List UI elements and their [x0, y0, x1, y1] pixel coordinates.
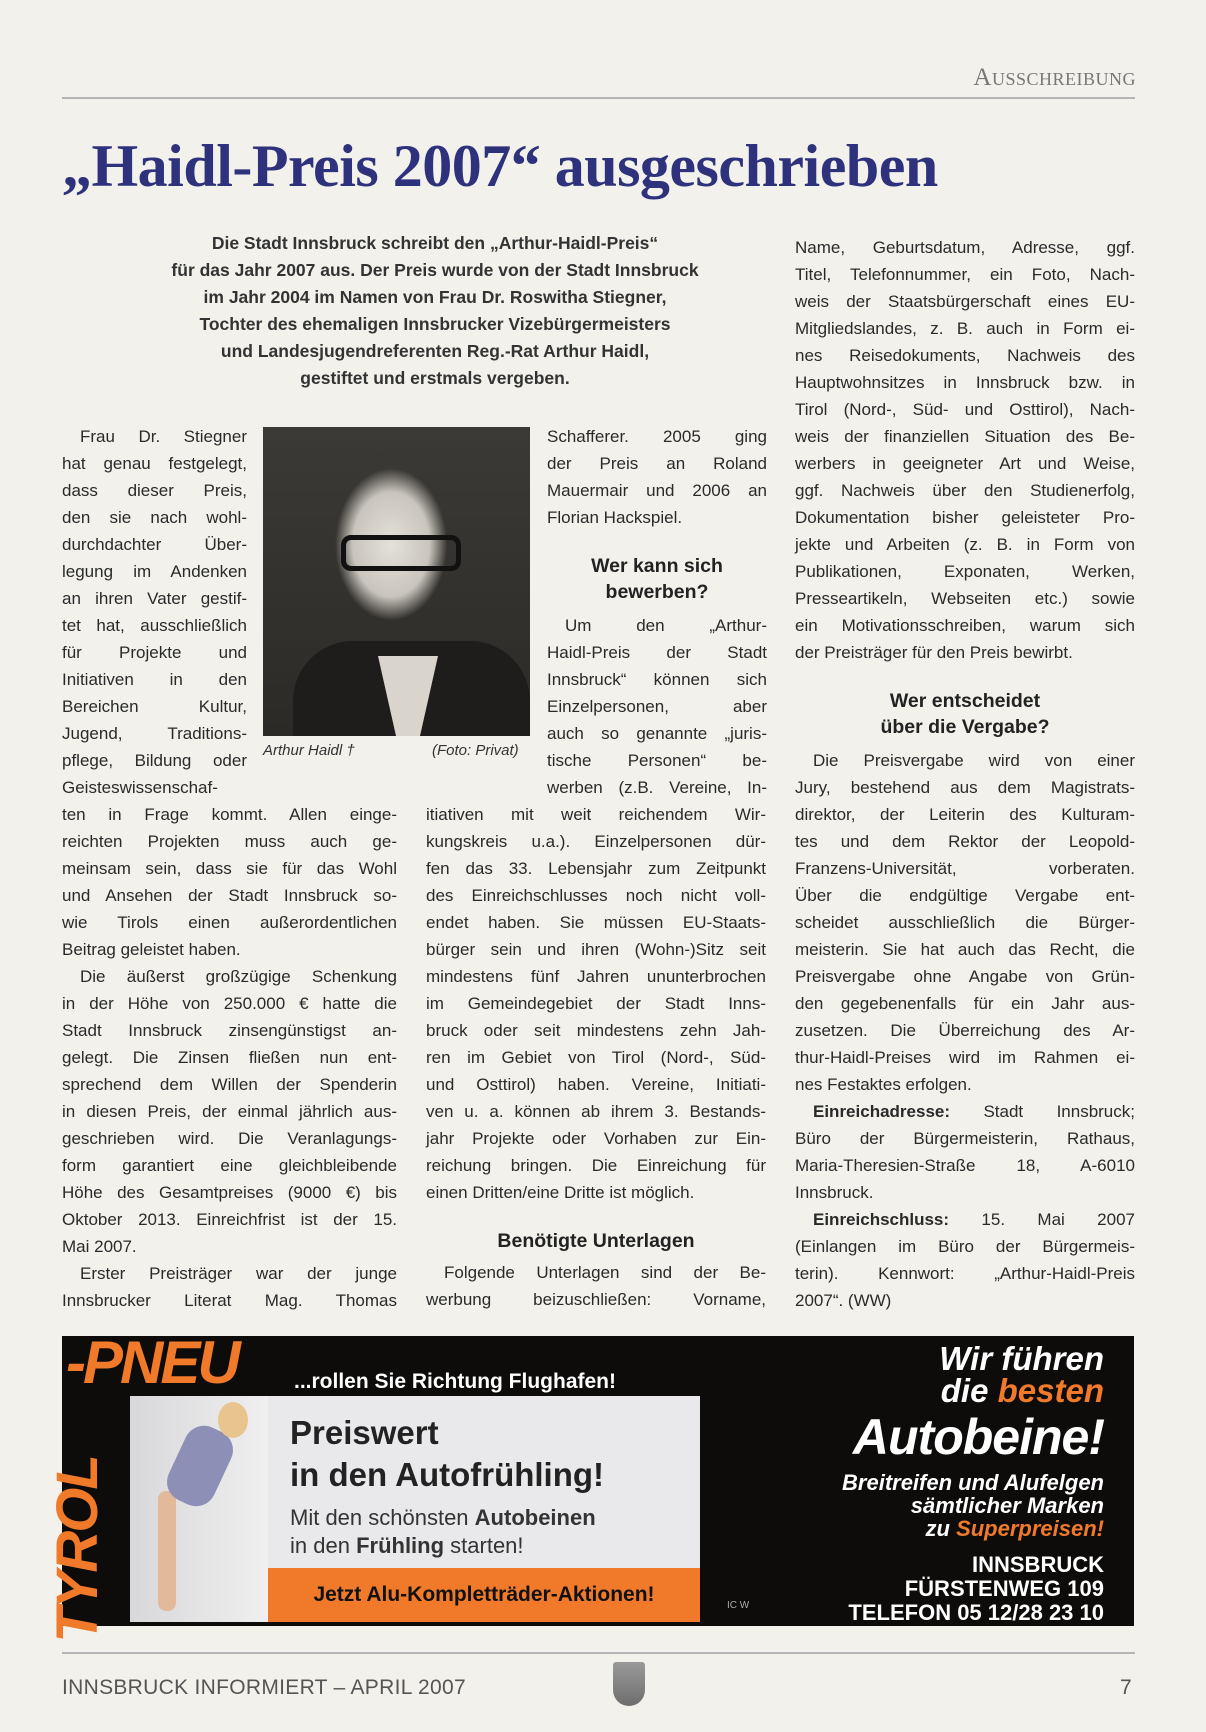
body-line: Innsbrucker Literat Mag. Thomas [62, 1291, 397, 1310]
lead-line: im Jahr 2004 im Namen von Frau Dr. Roswitha Stiegner, [203, 287, 667, 307]
body-line: Name, Geburtsdatum, Adresse, ggf. [795, 238, 1135, 257]
photo-caption-name: Arthur Haidl † [263, 742, 355, 759]
body-line [813, 1098, 1135, 1125]
body-line: hat genau festgelegt, [62, 454, 247, 473]
body-line: Mitgliedslandes, z. B. auch in Form ei- [795, 319, 1135, 338]
body-line [813, 1206, 1135, 1233]
ad-headline [290, 1412, 604, 1496]
subheading-unterlagen: Benötigte Unterlagen [497, 1230, 695, 1252]
advertisement-tyrol-pneu[interactable] [44, 1329, 1134, 1643]
body-line: nes Reisedokuments, Nachweis des [795, 346, 1135, 365]
body-line: und Ansehen der Stadt Innsbruck so- [62, 886, 397, 905]
body-line: Maria-Theresien-Straße 18, A-6010 [795, 1156, 1135, 1175]
body-line: legung im Andenken [62, 562, 247, 581]
ad-sub-text: Mit den schönsten [290, 1505, 475, 1530]
body-line: (Einlangen im Büro der Bürgermeis- [795, 1237, 1135, 1256]
label-value: 15. Mai 2007 [949, 1210, 1135, 1229]
body-line: Oktober 2013. Einreichfrist ist der 15. [62, 1210, 397, 1229]
body-line: Um den „Arthur- [565, 616, 767, 635]
body-line: kungskreis u.a.). Einzelpersonen dür- [426, 832, 766, 851]
subheading-line: bewerben? [605, 581, 709, 603]
lead-paragraph [100, 230, 770, 392]
subheading-line: über die Vergabe? [880, 716, 1050, 738]
subheading-line: Wer entscheidet [889, 690, 1041, 712]
body-line: thur-Haidl-Preises wird im Rahmen ei- [795, 1048, 1135, 1067]
ad-text-accent: besten [997, 1372, 1104, 1409]
label-bold: Einreichschluss: [813, 1210, 950, 1229]
body-line: weis der Staatsbürgerschaft eines EU- [795, 292, 1135, 311]
body-line: dass dieser Preis, [62, 481, 247, 500]
body-line: endet haben. Sie müssen EU-Staats- [426, 913, 766, 932]
ad-agency-mark: IC W [727, 1600, 750, 1611]
body-line: Titel, Telefonnummer, ein Foto, Nach- [795, 265, 1135, 284]
body-line: Erster Preisträger war der junge [80, 1264, 397, 1283]
label-bold: Einreichadresse: [813, 1102, 951, 1121]
body-line: form garantiert eine gleichbleibende [62, 1156, 397, 1175]
ad-right-line [941, 1372, 1104, 1410]
body-line: werbung beizuschließen: Vorname, [426, 1290, 766, 1309]
body-line: zusetzen. Die Überreichung des Ar- [795, 1021, 1135, 1040]
body-line: Stadt Innsbruck zinsengünstigst an- [62, 1021, 397, 1040]
body-line: terin). Kennwort: „Arthur-Haidl-Preis [795, 1264, 1135, 1283]
body-line: Mai 2007. [62, 1237, 137, 1256]
body-line: Initiativen in den [62, 670, 247, 689]
body-line: nes Festaktes erfolgen. [795, 1075, 972, 1094]
ad-panel [130, 1396, 700, 1622]
label-value: Stadt Innsbruck; [950, 1102, 1135, 1121]
body-line: gelegt. Die Zinsen fließen nun ent- [62, 1048, 397, 1067]
body-line: in diesen Preis, der einmal jährlich aus- [62, 1102, 397, 1121]
body-line: für Projekte und [62, 643, 247, 662]
body-line: Die Preisvergabe wird von einer [813, 751, 1135, 770]
lead-line: Die Stadt Innsbruck schreibt den „Arthur-Haidl-Preis“ [211, 233, 659, 253]
ad-headline-line: Preiswert [290, 1414, 439, 1451]
body-line: weis der finanziellen Situation des Be- [795, 427, 1135, 446]
body-line: 2007“. (WW) [795, 1291, 892, 1310]
body-line: Beitrag geleistet haben. [62, 940, 241, 959]
body-line: bruck oder seit mindestens zehn Jah- [426, 1021, 766, 1040]
body-line: jekte und Arbeiten (z. B. in Form von [795, 535, 1135, 554]
body-line: tische Personen“ be- [547, 751, 767, 770]
body-line: wie Tirols einen außerordentlichen [62, 913, 397, 932]
body-line: ven u. a. können ab ihrem 3. Bestands- [426, 1102, 766, 1121]
body-line: der Preisträger für den Preis bewirbt. [795, 643, 1073, 662]
body-line: mindestens fünf Jahren ununterbrochen [426, 967, 766, 986]
body-line: Geisteswissenschaf- [62, 778, 218, 797]
ad-subline [290, 1504, 596, 1560]
ad-right-line: sämtlicher Marken [910, 1493, 1104, 1518]
body-line: den gegebenenfalls für ein Jahr aus- [795, 994, 1135, 1013]
body-line: sprechend dem Willen der Spenderin [62, 1075, 397, 1094]
portrait-photo-arthur-haidl [263, 427, 530, 736]
body-line: Franzens-Universität, vorberaten. [795, 859, 1135, 878]
ad-sub-text: in den [290, 1533, 357, 1558]
body-line: Haidl-Preis der Stadt [547, 643, 767, 662]
body-line: an ihren Vater gestif- [62, 589, 247, 608]
lead-line: Tochter des ehemaligen Innsbrucker Vizebürgermeisters [199, 314, 671, 334]
body-line: in der Höhe von 250.000 € hatte die [62, 994, 397, 1013]
lead-line: gestiftet und erstmals vergeben. [300, 368, 570, 388]
body-line: ggf. Nachweis über den Studienerfolg, [795, 481, 1135, 500]
body-line: werben (z.B. Vereine, In- [547, 778, 767, 797]
body-line: Dokumentation bisher geleisteter Pro- [795, 508, 1135, 527]
body-line: Florian Hackspiel. [547, 508, 683, 527]
section-label: Ausschreibung [973, 64, 1136, 91]
ad-sub-bold: Autobeinen [474, 1505, 596, 1530]
body-line: Preisvergabe ohne Angabe von Grün- [795, 967, 1135, 986]
footer-publication: INNSBRUCK INFORMIERT – APRIL 2007 [62, 1676, 466, 1699]
body-line: Frau Dr. Stiegner [80, 427, 247, 446]
body-line: der Preis an Roland [547, 454, 767, 473]
body-line: Folgende Unterlagen sind der Be- [444, 1263, 766, 1282]
ad-phone: TELEFON 05 12/28 23 10 [848, 1600, 1104, 1625]
body-line: im Gemeindegebiet der Stadt Inns- [426, 994, 766, 1013]
body-line: Presseartikeln, Webseiten etc.) sowie [795, 589, 1135, 608]
body-line: tet hat, ausschließlich [62, 616, 247, 635]
body-line: fen das 33. Lebensjahr zum Zeitpunkt [426, 859, 766, 878]
body-line: Höhe des Gesamtpreises (9000 €) bis [62, 1183, 397, 1202]
body-line: meinsam sein, dass sie für das Wohl [62, 859, 397, 878]
body-line: Innsbruck. [795, 1183, 874, 1202]
body-line: Publikationen, Exponaten, Werken, [795, 562, 1135, 581]
ad-brand-pneu: -PNEU [66, 1329, 238, 1396]
body-line: Jugend, Traditions- [62, 724, 247, 743]
body-line: und Osttirol) haben. Vereine, Initiati- [426, 1075, 766, 1094]
ad-right-line: Wir führen [939, 1340, 1104, 1377]
body-line: auch so genannte „juris- [547, 724, 767, 743]
ad-sub-text: starten! [444, 1533, 524, 1558]
footer-rule [62, 1652, 1135, 1654]
ad-offer-banner: Jetzt Alu-Kompletträder-Aktionen! [268, 1568, 700, 1622]
body-line: jahr Projekte oder Vorhaben zur Ein- [426, 1129, 766, 1148]
body-line: meisterin. Sie hat auch das Recht, die [795, 940, 1135, 959]
body-line: ren im Gebiet von Tirol (Nord-, Süd- [426, 1048, 766, 1067]
body-line: pflege, Bildung oder [62, 751, 247, 770]
ad-brand-tyrol: TYROL [44, 1456, 110, 1643]
ad-right-line [926, 1516, 1105, 1542]
body-line: den sie nach wohl- [62, 508, 247, 527]
body-line: geschrieben wird. Die Veranlagungs- [62, 1129, 397, 1148]
body-line: einen Dritten/eine Dritte ist möglich. [426, 1183, 695, 1202]
body-line: Schafferer. 2005 ging [547, 427, 767, 446]
body-line: tes und dem Rektor der Leopold- [795, 832, 1135, 851]
body-line: Tirol (Nord-, Süd- und Osttirol), Nach- [795, 400, 1135, 419]
innsbruck-crest-icon [613, 1662, 645, 1706]
lead-line: für das Jahr 2007 aus. Der Preis wurde von der Stadt Innsbruck [171, 260, 699, 280]
ad-right-line: Breitreifen und Alufelgen [842, 1470, 1104, 1495]
body-line: Bereichen Kultur, [62, 697, 247, 716]
body-line: Jury, bestehend aus dem Magistrats- [795, 778, 1135, 797]
body-line: direktor, der Leiterin des Kulturam- [795, 805, 1135, 824]
body-line: des Einreichschlusses noch nicht voll- [426, 886, 766, 905]
ad-tagline: ...rollen Sie Richtung Flughafen! [294, 1370, 617, 1393]
ad-text-accent: Superpreisen! [956, 1516, 1104, 1541]
body-line: Über die endgültige Vergabe ent- [795, 886, 1135, 905]
body-line: ein Motivationsschreiben, warum sich [795, 616, 1135, 635]
ad-headline-line: in den Autofrühling! [290, 1456, 605, 1493]
body-line: reichung bringen. Die Einreichung für [426, 1156, 766, 1175]
ad-text: die [940, 1372, 998, 1409]
photo-caption-credit: (Foto: Privat) [432, 742, 519, 759]
body-line: Mauermair und 2006 an [547, 481, 767, 500]
body-line: werbers in geeigneter Art und Weise, [795, 454, 1135, 473]
body-line: ten in Frage kommt. Allen einge- [62, 805, 397, 824]
body-line: scheidet ausschließlich die Bürger- [795, 913, 1135, 932]
body-line: Innsbruck“ können sich [547, 670, 767, 689]
subheading-vergabe [795, 688, 1135, 740]
ad-city: INNSBRUCK [972, 1552, 1104, 1577]
body-line: Büro der Bürgermeisterin, Rathaus, [795, 1129, 1135, 1148]
body-line: reichten Projekten muss auch ge- [62, 832, 397, 851]
page-number: 7 [1120, 1676, 1132, 1699]
ad-right-headline: Autobeine! [852, 1409, 1104, 1465]
subheading-line: Wer kann sich [591, 555, 723, 577]
body-line: durchdachter Über- [62, 535, 247, 554]
subheading-bewerben [547, 553, 767, 605]
body-line: itiativen mit weit reichendem Wir- [426, 805, 766, 824]
ad-text: zu [925, 1516, 957, 1541]
body-line: Die äußerst großzügige Schenkung [80, 967, 397, 986]
header-rule [62, 97, 1135, 99]
body-line: bürger sein und ihren (Wohn-)Sitz seit [426, 940, 766, 959]
body-line: Einzelpersonen, aber [547, 697, 767, 716]
ad-model-image [130, 1396, 268, 1622]
ad-street: FÜRSTENWEG 109 [904, 1576, 1104, 1601]
ad-sub-bold: Frühling [356, 1533, 445, 1558]
article-title: „Haidl-Preis 2007“ ausgeschrieben [62, 133, 938, 199]
lead-line: und Landesjugendreferenten Reg.-Rat Arthur Haidl, [220, 341, 650, 361]
body-line: Hauptwohnsitzes in Innsbruck bzw. in [795, 373, 1135, 392]
